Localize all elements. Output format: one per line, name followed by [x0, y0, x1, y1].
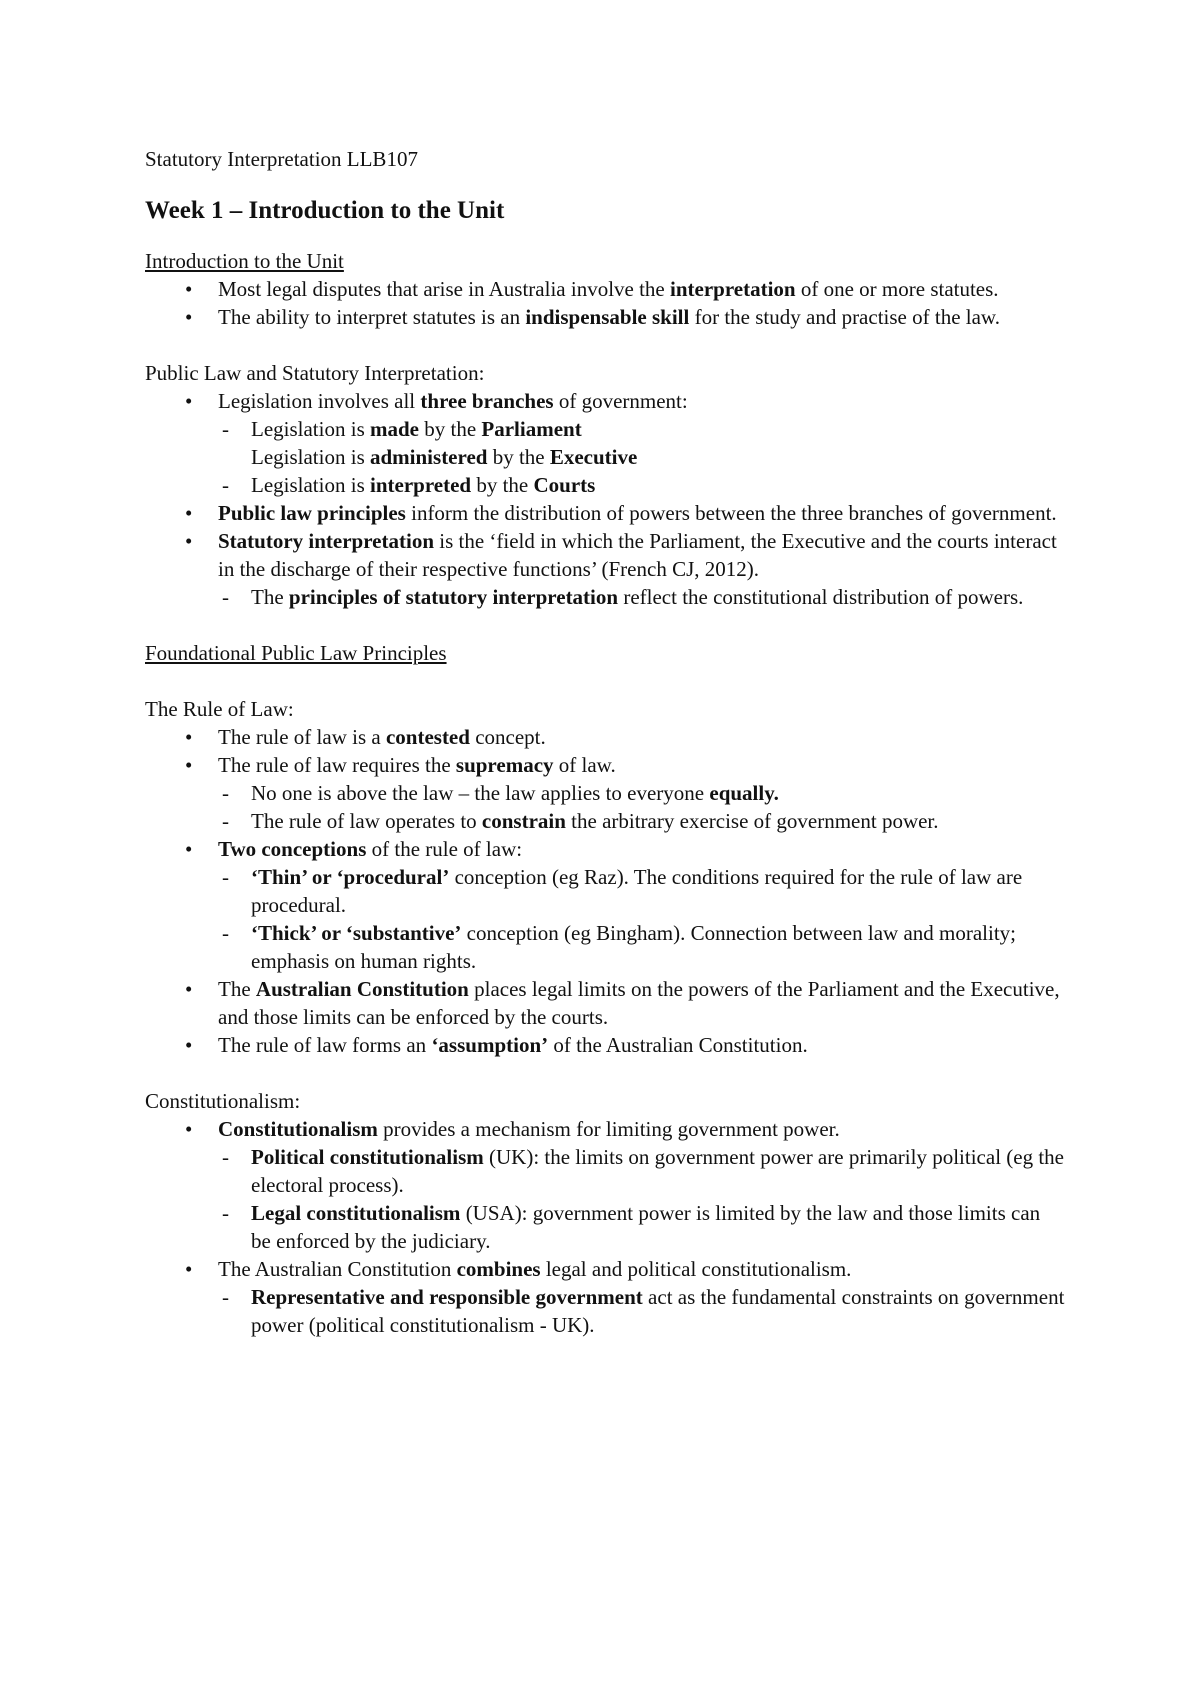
text-run: of the Australian Constitution. — [548, 1033, 808, 1057]
bold-term: Representative and responsible government — [251, 1285, 643, 1309]
sub-list — [218, 415, 1065, 499]
sub-item — [218, 1199, 1065, 1255]
text-run: The rule of law operates to — [251, 809, 482, 833]
bold-term: administered — [370, 445, 488, 469]
text-run: is the ‘field in which the Parliament, the Executive and the courts interact in the discharge of their respective functions’ (French CJ, 2012). — [218, 529, 1057, 581]
text-run: by the — [487, 445, 550, 469]
bold-term: ‘Thin’ or ‘procedural’ — [251, 865, 450, 889]
text-run: of the rule of law: — [366, 837, 523, 861]
bullet-item — [145, 527, 1065, 583]
bullet-item — [145, 1031, 1065, 1059]
section-heading: Constitutionalism: — [145, 1089, 301, 1113]
text-run: of government: — [553, 389, 688, 413]
bold-term: Legal constitutionalism — [251, 1201, 461, 1225]
section — [145, 1087, 1065, 1339]
text-run: The rule of law requires the — [218, 753, 456, 777]
text-run: The rule of law forms an — [218, 1033, 432, 1057]
text-run: provides a mechanism for limiting government power. — [377, 1117, 840, 1141]
bullet-list — [145, 275, 1065, 331]
sub-list — [218, 779, 1065, 835]
week-heading: Week 1 – Introduction to the Unit — [145, 197, 505, 224]
text-run: places legal limits on the powers of the Parliament and the Executive, and those limits can be enforced by the courts. — [218, 977, 1060, 1029]
bold-term: Courts — [533, 473, 596, 497]
bold-term: ‘assumption’ — [431, 1033, 549, 1057]
document-body — [145, 247, 1065, 1339]
bullet-item — [145, 1115, 1065, 1143]
section-heading: Introduction to the Unit — [145, 249, 344, 273]
bold-term: Constitutionalism — [218, 1117, 378, 1141]
text-run: the arbitrary exercise of government power. — [565, 809, 939, 833]
bold-term: principles of statutory interpretation — [288, 585, 619, 609]
sub-item — [218, 471, 1065, 499]
text-run: Legislation involves all — [218, 389, 421, 413]
bold-term: equally. — [709, 781, 779, 805]
bold-term: Political constitutionalism — [251, 1145, 484, 1169]
sub-item — [218, 779, 1065, 807]
text-run: The rule of law is a — [218, 725, 386, 749]
bold-term: Statutory interpretation — [218, 529, 434, 553]
text-run: Legislation is — [251, 445, 370, 469]
bold-term: indispensable skill — [525, 305, 690, 329]
bold-term: supremacy — [455, 753, 554, 777]
text-run: Legislation is — [251, 473, 370, 497]
text-run: Most legal disputes that arise in Australia involve the — [218, 277, 671, 301]
sub-item — [218, 1143, 1065, 1199]
text-run: No one is above the law – the law applies to everyone — [251, 781, 710, 805]
bullet-list — [145, 723, 1065, 1059]
bullet-list — [145, 387, 1065, 611]
text-run: concept. — [469, 725, 546, 749]
text-run: by the — [419, 417, 482, 441]
text-run: The Australian Constitution — [218, 1257, 457, 1281]
bullet-item — [145, 303, 1065, 331]
text-run: (UK): the limits on government power are primarily political (eg the electoral process). — [251, 1145, 1064, 1197]
bullet-item — [145, 275, 1065, 303]
sub-list — [218, 863, 1065, 975]
section-heading: Public Law and Statutory Interpretation: — [145, 361, 485, 385]
text-run: reflect the constitutional distribution of powers. — [618, 585, 1024, 609]
sub-list — [218, 1283, 1065, 1339]
sub-item — [218, 919, 1065, 975]
bullet-list — [145, 1115, 1065, 1339]
bold-term: made — [370, 417, 419, 441]
section — [145, 247, 1065, 331]
text-run: by the — [471, 473, 534, 497]
text-run: Legislation is — [251, 417, 370, 441]
bullet-item — [145, 1255, 1065, 1283]
bold-term: contested — [385, 725, 470, 749]
sub-item — [218, 1283, 1065, 1339]
bold-term: ‘Thick’ or ‘substantive’ — [251, 921, 462, 945]
section — [145, 639, 1065, 667]
text-run: for the study and practise of the law. — [689, 305, 1000, 329]
bold-term: interpreted — [370, 473, 472, 497]
sub-item — [218, 415, 1065, 443]
sub-item — [218, 863, 1065, 919]
bullet-item — [145, 723, 1065, 751]
sub-item — [218, 583, 1065, 611]
bold-term: Two conceptions — [218, 837, 367, 861]
text-run: The — [218, 977, 256, 1001]
bold-term: constrain — [481, 809, 566, 833]
document-page — [145, 145, 1065, 1367]
bullet-item — [145, 975, 1065, 1031]
bullet-item — [145, 835, 1065, 863]
sub-item — [218, 443, 1065, 471]
text-run: legal and political constitutionalism. — [540, 1257, 852, 1281]
bold-term: Australian Constitution — [255, 977, 469, 1001]
sub-list — [218, 1143, 1065, 1255]
bold-term: Parliament — [481, 417, 582, 441]
text-run: conception (eg Raz). The conditions required for the rule of law are procedural. — [251, 865, 1023, 917]
document-title: Statutory Interpretation LLB107 — [145, 147, 418, 171]
text-run: (USA): government power is limited by the law and those limits can be enforced by the judiciary. — [251, 1201, 1041, 1253]
bold-term: Executive — [549, 445, 638, 469]
bold-term: combines — [456, 1257, 541, 1281]
text-run: inform the distribution of powers between the three branches of government. — [405, 501, 1057, 525]
text-run: of one or more statutes. — [795, 277, 999, 301]
text-run: of law. — [553, 753, 616, 777]
text-run: conception (eg Bingham). Connection between law and morality; emphasis on human rights. — [251, 921, 1016, 973]
bullet-item — [145, 751, 1065, 779]
text-run: The ability to interpret statutes is an — [218, 305, 526, 329]
text-run: The — [251, 585, 289, 609]
bold-term: Public law principles — [218, 501, 406, 525]
sub-list — [218, 583, 1065, 611]
section — [145, 695, 1065, 1059]
section-heading: The Rule of Law: — [145, 697, 294, 721]
bullet-item — [145, 499, 1065, 527]
section — [145, 359, 1065, 611]
text-run: act as the fundamental constraints on government power (political constitutionalism - UK). — [251, 1285, 1065, 1337]
bullet-item — [145, 387, 1065, 415]
bold-term: interpretation — [670, 277, 796, 301]
bold-term: three branches — [420, 389, 554, 413]
section-heading: Foundational Public Law Principles — [145, 641, 447, 665]
sub-item — [218, 807, 1065, 835]
